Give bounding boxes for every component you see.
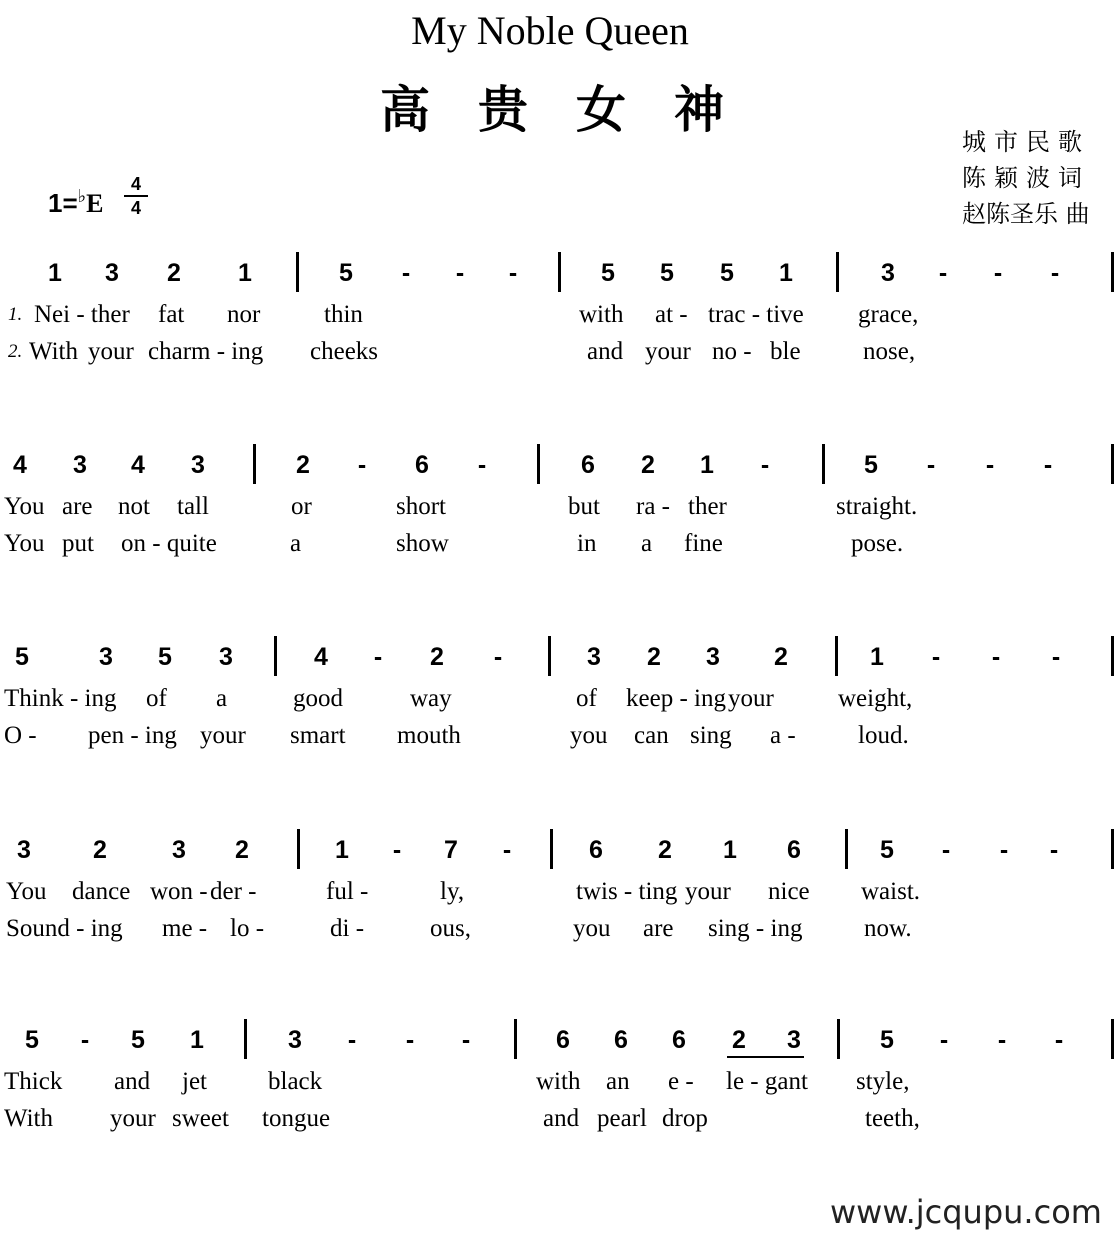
lyric-syllable: dance	[72, 878, 131, 905]
lyric-syllable: black	[268, 1068, 323, 1095]
note: 2	[235, 836, 249, 864]
note: 5	[158, 643, 172, 671]
note: 1	[190, 1026, 204, 1054]
credit-composer: 赵陈圣乐 曲	[962, 200, 1090, 228]
lyric-syllable: your	[88, 338, 134, 365]
lyric-syllable: Think - ing	[4, 685, 117, 712]
lyric-syllable: tongue	[262, 1105, 331, 1132]
staff-system	[0, 835, 1120, 985]
lyric-syllable: straight.	[836, 493, 918, 520]
note: 4	[314, 643, 328, 671]
dash-extension: -	[80, 1026, 90, 1054]
dash-extension: -	[1051, 643, 1061, 671]
lyric-syllable: but	[568, 493, 600, 520]
lyric-syllable: a	[216, 685, 228, 712]
lyric-syllable: jet	[182, 1068, 207, 1095]
fraction-line	[124, 195, 148, 197]
lyric-syllable: tall	[177, 493, 209, 520]
lyric-syllable: and	[114, 1068, 151, 1095]
note: 2	[296, 451, 310, 479]
barline	[1111, 636, 1114, 676]
lyric-syllable: your	[200, 722, 246, 749]
lyric-syllable: cheeks	[310, 338, 379, 365]
lyric-syllable: ther	[688, 493, 727, 520]
barline	[835, 636, 838, 676]
lyric-syllable: twis - ting	[576, 878, 678, 905]
lyric-syllable: and	[587, 338, 624, 365]
lyric-syllable: an	[606, 1068, 630, 1095]
dash-extension: -	[993, 259, 1003, 287]
key-letter: E	[86, 189, 104, 218]
lyric-syllable: trac - tive	[708, 301, 804, 328]
note: 1	[870, 643, 884, 671]
staff-system	[0, 1025, 1120, 1175]
note: 2	[658, 836, 672, 864]
dash-extension: -	[477, 451, 487, 479]
lyric-syllable: mouth	[397, 722, 461, 749]
dash-extension: -	[401, 259, 411, 287]
lyric-syllable: fine	[684, 530, 723, 557]
note: 3	[73, 451, 87, 479]
note: 6	[581, 451, 595, 479]
dash-extension: -	[508, 259, 518, 287]
dash-extension: -	[1049, 836, 1059, 864]
note: 1	[48, 259, 62, 287]
lyric-syllable: Sound - ing	[6, 915, 123, 942]
note: 5	[864, 451, 878, 479]
staff-system	[0, 642, 1120, 792]
lyric-syllable: style,	[856, 1068, 910, 1095]
note: 5	[720, 259, 734, 287]
note: 5	[601, 259, 615, 287]
dash-extension: -	[941, 836, 951, 864]
lyric-syllable: of	[146, 685, 167, 712]
lyric-syllable: loud.	[858, 722, 909, 749]
watermark: www.jcqupu.com	[830, 1193, 1102, 1231]
dash-extension: -	[502, 836, 512, 864]
time-signature	[124, 174, 148, 218]
lyric-syllable: weight,	[838, 685, 913, 712]
dash-extension: -	[999, 836, 1009, 864]
lyric-syllable: smart	[290, 722, 346, 749]
verse-number: 2.	[8, 341, 23, 362]
lyric-syllable: a -	[770, 722, 796, 749]
lyric-syllable: put	[62, 530, 94, 557]
lyric-syllable: With	[29, 338, 78, 365]
staff-system	[0, 450, 1120, 600]
note: 6	[415, 451, 429, 479]
note: 3	[706, 643, 720, 671]
lyric-syllable: your	[685, 878, 731, 905]
lyric-syllable: O -	[4, 722, 37, 749]
dash-extension: -	[991, 643, 1001, 671]
lyric-syllable: are	[643, 915, 674, 942]
lyric-syllable: your	[110, 1105, 156, 1132]
verse-number: 1.	[8, 304, 23, 325]
eighth-note-beam	[727, 1056, 804, 1058]
note: 5	[339, 259, 353, 287]
dash-extension: -	[939, 1026, 949, 1054]
note: 1	[700, 451, 714, 479]
dash-extension: -	[493, 643, 503, 671]
lyric-syllable: short	[396, 493, 446, 520]
lyric-syllable: e -	[668, 1068, 694, 1095]
lyric-syllable: sweet	[172, 1105, 229, 1132]
barline	[537, 444, 540, 484]
dash-extension: -	[931, 643, 941, 671]
credits	[962, 124, 1090, 232]
time-denominator: 4	[130, 198, 141, 218]
note: 7	[444, 836, 458, 864]
note: 1	[779, 259, 793, 287]
key-tonic: 1	[48, 188, 63, 218]
dash-extension: -	[985, 451, 995, 479]
lyric-syllable: nice	[768, 878, 810, 905]
note: 3	[219, 643, 233, 671]
key-equals: =	[62, 188, 78, 218]
note: 3	[587, 643, 601, 671]
note: 2	[641, 451, 655, 479]
note: 4	[13, 451, 27, 479]
lyric-syllable: lo -	[230, 915, 265, 942]
dash-extension: -	[1050, 259, 1060, 287]
time-numerator: 4	[130, 174, 141, 194]
note: 3	[105, 259, 119, 287]
lyric-syllable: on - quite	[121, 530, 217, 557]
dash-extension: -	[1054, 1026, 1064, 1054]
lyric-syllable: not	[118, 493, 150, 520]
lyric-syllable: ra -	[636, 493, 670, 520]
lyric-syllable: with	[536, 1068, 581, 1095]
title-english: My Noble Queen	[411, 8, 689, 53]
dash-extension: -	[347, 1026, 357, 1054]
lyric-syllable: le - gant	[726, 1068, 808, 1095]
note: 3	[288, 1026, 302, 1054]
dash-extension: -	[392, 836, 402, 864]
barline	[1111, 1019, 1114, 1059]
staff-system	[0, 258, 1120, 408]
lyric-syllable: at -	[655, 301, 688, 328]
note: 5	[131, 1026, 145, 1054]
lyric-syllable: you	[570, 722, 608, 749]
lyric-syllable: ble	[770, 338, 801, 365]
lyric-syllable: a	[641, 530, 653, 557]
lyric-syllable: keep - ing	[626, 685, 726, 712]
note: 1	[238, 259, 252, 287]
credit-lyricist: 陈颖波词	[962, 164, 1090, 192]
note: 2	[93, 836, 107, 864]
note: 2	[774, 643, 788, 671]
note: 3	[172, 836, 186, 864]
dash-extension: -	[1043, 451, 1053, 479]
lyric-syllable: di -	[330, 915, 365, 942]
note: 6	[556, 1026, 570, 1054]
barline	[1111, 444, 1114, 484]
note: 3	[191, 451, 205, 479]
note: 6	[589, 836, 603, 864]
dash-extension: -	[997, 1026, 1007, 1054]
lyric-syllable: pen - ing	[88, 722, 177, 749]
flat-icon: ♭	[77, 186, 87, 207]
dash-extension: -	[405, 1026, 415, 1054]
barline	[1111, 829, 1114, 869]
note: 3	[787, 1026, 801, 1054]
lyric-syllable: good	[293, 685, 343, 712]
barline	[297, 829, 300, 869]
note: 4	[131, 451, 145, 479]
dash-extension: -	[455, 259, 465, 287]
key-signature	[48, 180, 104, 221]
dash-extension: -	[357, 451, 367, 479]
lyric-syllable: Thick	[4, 1068, 63, 1095]
note: 3	[99, 643, 113, 671]
lyric-syllable: You	[4, 493, 45, 520]
note: 5	[15, 643, 29, 671]
lyric-syllable: der -	[210, 878, 257, 905]
barline	[837, 1019, 840, 1059]
lyric-syllable: in	[577, 530, 597, 557]
note: 2	[430, 643, 444, 671]
lyric-syllable: Nei - ther	[34, 301, 130, 328]
lyric-syllable: me -	[162, 915, 208, 942]
lyric-syllable: way	[410, 685, 452, 712]
note: 6	[787, 836, 801, 864]
lyric-syllable: thin	[324, 301, 363, 328]
barline	[253, 444, 256, 484]
lyric-syllable: your	[645, 338, 691, 365]
lyric-syllable: show	[396, 530, 449, 557]
lyric-syllable: your	[728, 685, 774, 712]
note: 1	[723, 836, 737, 864]
lyric-syllable: sing	[690, 722, 732, 749]
lyric-syllable: with	[579, 301, 624, 328]
barline	[274, 636, 277, 676]
lyric-syllable: ly,	[440, 878, 465, 905]
lyric-syllable: You	[6, 878, 47, 905]
note: 5	[660, 259, 674, 287]
lyric-syllable: teeth,	[865, 1105, 920, 1132]
note: 3	[881, 259, 895, 287]
barline	[822, 444, 825, 484]
lyric-syllable: or	[291, 493, 312, 520]
lyric-syllable: fat	[158, 301, 185, 328]
lyric-syllable: ous,	[430, 915, 471, 942]
credit-genre: 城市民歌	[962, 128, 1090, 156]
lyric-syllable: waist.	[861, 878, 921, 905]
lyric-syllable: drop	[662, 1105, 708, 1132]
barline	[548, 636, 551, 676]
lyric-syllable: are	[62, 493, 93, 520]
note: 2	[647, 643, 661, 671]
barline	[296, 252, 299, 292]
lyric-syllable: can	[634, 722, 669, 749]
barline	[845, 829, 848, 869]
dash-extension: -	[461, 1026, 471, 1054]
barline	[550, 829, 553, 869]
lyric-syllable: and	[543, 1105, 580, 1132]
note: 6	[672, 1026, 686, 1054]
note: 1	[335, 836, 349, 864]
lyric-syllable: ful -	[326, 878, 369, 905]
lyric-syllable: You	[4, 530, 45, 557]
note: 5	[880, 836, 894, 864]
barline	[514, 1019, 517, 1059]
barline	[244, 1019, 247, 1059]
lyric-syllable: you	[573, 915, 611, 942]
lyric-syllable: a	[290, 530, 302, 557]
dash-extension: -	[760, 451, 770, 479]
barline	[1111, 252, 1114, 292]
dash-extension: -	[938, 259, 948, 287]
dash-extension: -	[373, 643, 383, 671]
dash-extension: -	[926, 451, 936, 479]
lyric-syllable: pose.	[851, 530, 904, 557]
lyric-syllable: nor	[227, 301, 261, 328]
barline	[836, 252, 839, 292]
lyric-syllable: grace,	[858, 301, 919, 328]
note: 2	[732, 1026, 746, 1054]
lyric-syllable: nose,	[863, 338, 916, 365]
lyric-syllable: now.	[864, 915, 912, 942]
lyric-syllable: pearl	[597, 1105, 647, 1132]
note: 5	[25, 1026, 39, 1054]
title-chinese: 高贵女神	[380, 80, 772, 139]
lyric-syllable: of	[576, 685, 597, 712]
note: 3	[17, 836, 31, 864]
lyric-syllable: sing - ing	[708, 915, 803, 942]
barline	[558, 252, 561, 292]
lyric-syllable: With	[4, 1105, 53, 1132]
lyric-syllable: charm - ing	[148, 338, 264, 365]
note: 6	[614, 1026, 628, 1054]
note: 5	[880, 1026, 894, 1054]
lyric-syllable: won -	[150, 878, 208, 905]
note: 2	[167, 259, 181, 287]
lyric-syllable: no -	[712, 338, 752, 365]
